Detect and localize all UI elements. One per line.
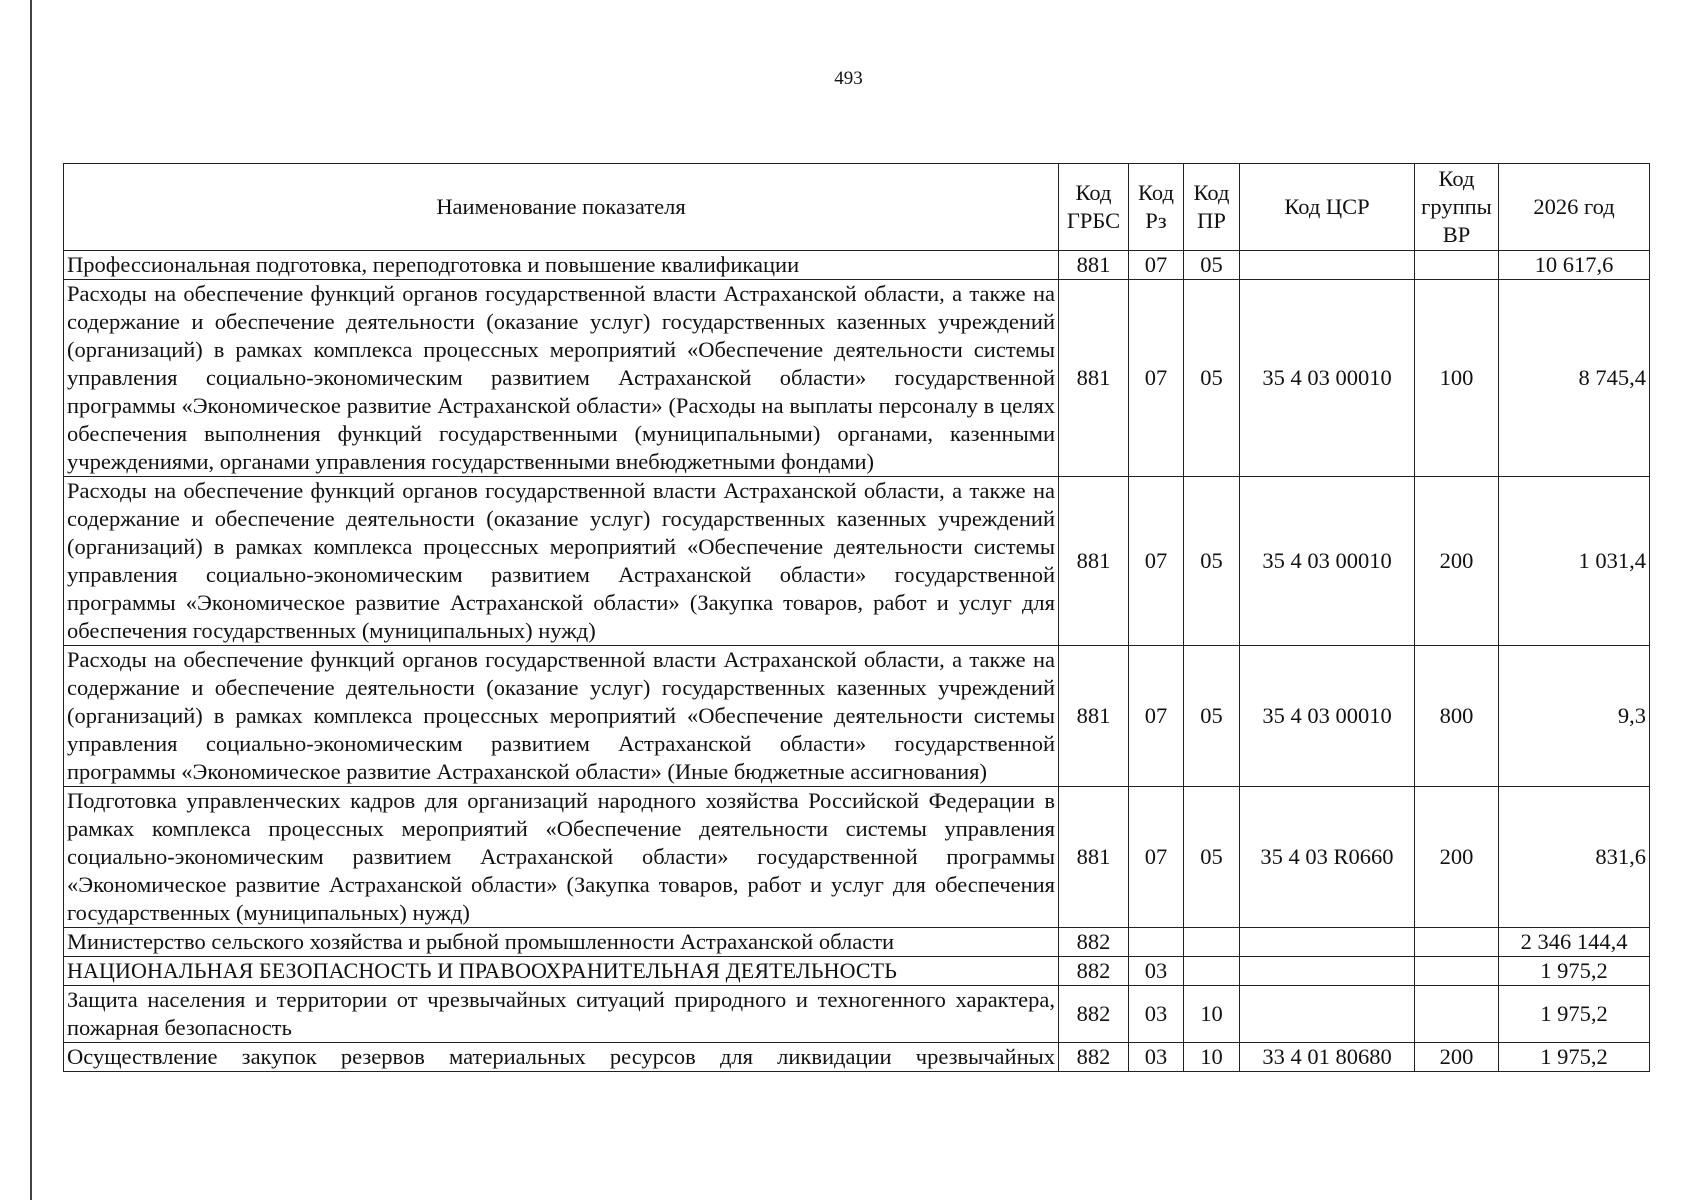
cell-rz: 03 [1129, 986, 1184, 1043]
cell-rz: 07 [1129, 787, 1184, 928]
cell-csr [1240, 251, 1415, 280]
table-row [64, 787, 1650, 928]
cell-amount: 10 617,6 [1499, 251, 1650, 280]
header-vr: Код группы ВР [1415, 164, 1499, 251]
cell-amount: 1 975,2 [1499, 986, 1650, 1043]
cell-name: Профессиональная подготовка, переподготовка и повышение квалификации [64, 251, 1059, 280]
table-header-row [64, 164, 1650, 251]
cell-pr: 05 [1184, 280, 1240, 477]
cell-csr: 35 4 03 R0660 [1240, 787, 1415, 928]
cell-rz: 03 [1129, 957, 1184, 986]
table-row [64, 957, 1650, 986]
cell-name: Защита населения и территории от чрезвычайных ситуаций природного и техногенного характера, пожарная безопасность [64, 986, 1059, 1043]
cell-grbs: 881 [1059, 280, 1129, 477]
cell-name: Министерство сельского хозяйства и рыбной промышленности Астраханской области [64, 928, 1059, 957]
cell-vr: 800 [1415, 646, 1499, 787]
cell-vr [1415, 986, 1499, 1043]
cell-name: Осуществление закупок резервов материальных ресурсов для ликвидации чрезвычайных [64, 1043, 1059, 1072]
cell-vr [1415, 251, 1499, 280]
table-row [64, 251, 1650, 280]
table-row [64, 928, 1650, 957]
cell-rz: 07 [1129, 477, 1184, 646]
cell-rz: 03 [1129, 1043, 1184, 1072]
cell-amount: 2 346 144,4 [1499, 928, 1650, 957]
cell-pr: 10 [1184, 986, 1240, 1043]
cell-rz: 07 [1129, 646, 1184, 787]
page-binding-line [30, 0, 32, 1200]
table-row [64, 280, 1650, 477]
cell-pr [1184, 957, 1240, 986]
cell-pr: 05 [1184, 787, 1240, 928]
cell-name: Расходы на обеспечение функций органов государственной власти Астраханской области, а также на содержание и обеспечение деятельности (оказание услуг) государственных казенных учреждений (организаций) в рамках комплекса процессных мероприятий «Обеспечение деятельности системы управления социально-экономическим развитием Астраханской области» государственной программы «Экономическое развитие Астраханской области» (Закупка товаров, работ и услуг для обеспечения государственных (муниципальных) нужд) [64, 477, 1059, 646]
table-row [64, 986, 1650, 1043]
cell-name: Расходы на обеспечение функций органов государственной власти Астраханской области, а также на содержание и обеспечение деятельности (оказание услуг) государственных казенных учреждений (организаций) в рамках комплекса процессных мероприятий «Обеспечение деятельности системы управления социально-экономическим развитием Астраханской области» государственной программы «Экономическое развитие Астраханской области» (Иные бюджетные ассигнования) [64, 646, 1059, 787]
cell-name: Расходы на обеспечение функций органов государственной власти Астраханской области, а также на содержание и обеспечение деятельности (оказание услуг) государственных казенных учреждений (организаций) в рамках комплекса процессных мероприятий «Обеспечение деятельности системы управления социально-экономическим развитием Астраханской области» государственной программы «Экономическое развитие Астраханской области» (Расходы на выплаты персоналу в целях обеспечения выполнения функций государственными (муниципальными) органами, казенными учреждениями, органами управления государственными внебюджетными фондами) [64, 280, 1059, 477]
cell-pr [1184, 928, 1240, 957]
header-csr: Код ЦСР [1240, 164, 1415, 251]
cell-csr [1240, 928, 1415, 957]
cell-grbs: 882 [1059, 1043, 1129, 1072]
cell-grbs: 881 [1059, 787, 1129, 928]
cell-vr: 100 [1415, 280, 1499, 477]
cell-pr: 05 [1184, 251, 1240, 280]
page-number: 493 [834, 68, 863, 89]
table-row [64, 477, 1650, 646]
cell-csr: 35 4 03 00010 [1240, 646, 1415, 787]
header-pr: Код ПР [1184, 164, 1240, 251]
cell-grbs: 881 [1059, 251, 1129, 280]
header-rz: Код Рз [1129, 164, 1184, 251]
cell-vr: 200 [1415, 787, 1499, 928]
cell-name: НАЦИОНАЛЬНАЯ БЕЗОПАСНОСТЬ И ПРАВООХРАНИТЕЛЬНАЯ ДЕЯТЕЛЬНОСТЬ [64, 957, 1059, 986]
cell-grbs: 882 [1059, 928, 1129, 957]
cell-grbs: 882 [1059, 957, 1129, 986]
cell-amount: 9,3 [1499, 646, 1650, 787]
cell-amount: 1 975,2 [1499, 1043, 1650, 1072]
cell-grbs: 881 [1059, 477, 1129, 646]
cell-pr: 05 [1184, 477, 1240, 646]
cell-amount: 831,6 [1499, 787, 1650, 928]
header-grbs: Код ГРБС [1059, 164, 1129, 251]
cell-csr: 35 4 03 00010 [1240, 280, 1415, 477]
cell-amount: 1 031,4 [1499, 477, 1650, 646]
cell-rz [1129, 928, 1184, 957]
cell-rz: 07 [1129, 251, 1184, 280]
cell-rz: 07 [1129, 280, 1184, 477]
cell-pr: 10 [1184, 1043, 1240, 1072]
header-year: 2026 год [1499, 164, 1650, 251]
cell-csr: 33 4 01 80680 [1240, 1043, 1415, 1072]
cell-vr [1415, 957, 1499, 986]
cell-csr [1240, 986, 1415, 1043]
budget-table [63, 163, 1650, 1072]
cell-grbs: 882 [1059, 986, 1129, 1043]
cell-name: Подготовка управленческих кадров для организаций народного хозяйства Российской Федерации в рамках комплекса процессных мероприятий «Обеспечение деятельности системы управления социально-экономическим развитием Астраханской области» государственной программы «Экономическое развитие Астраханской области» (Закупка товаров, работ и услуг для обеспечения государственных (муниципальных) нужд) [64, 787, 1059, 928]
cell-amount: 1 975,2 [1499, 957, 1650, 986]
cell-pr: 05 [1184, 646, 1240, 787]
cell-csr [1240, 957, 1415, 986]
cell-vr: 200 [1415, 477, 1499, 646]
cell-csr: 35 4 03 00010 [1240, 477, 1415, 646]
cell-grbs: 881 [1059, 646, 1129, 787]
cell-amount: 8 745,4 [1499, 280, 1650, 477]
cell-vr [1415, 928, 1499, 957]
cell-vr: 200 [1415, 1043, 1499, 1072]
table-row [64, 1043, 1650, 1072]
table-row [64, 646, 1650, 787]
header-name: Наименование показателя [64, 164, 1059, 251]
